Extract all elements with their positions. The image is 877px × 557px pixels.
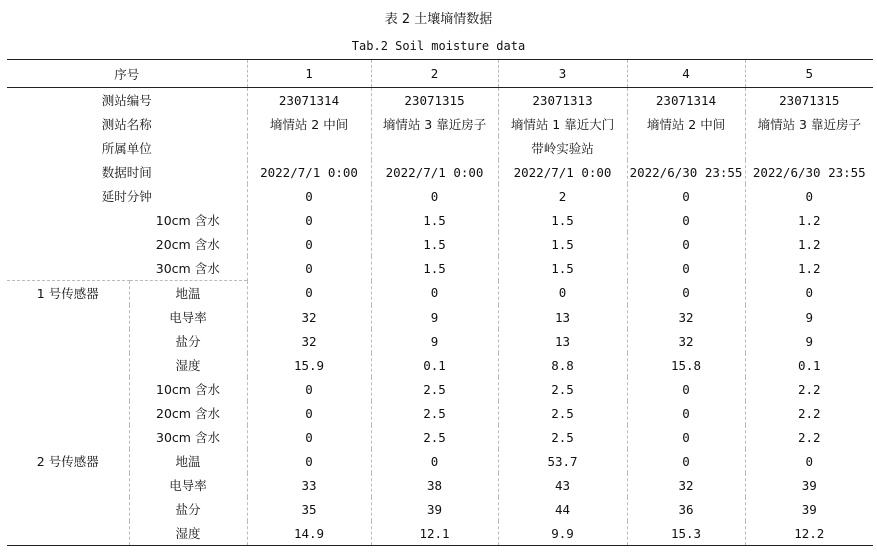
sensor-2-group-label bbox=[7, 377, 129, 401]
sensor-2-value-col-4: 36 bbox=[627, 497, 745, 521]
sensor-2-measure-label: 10cm 含水 bbox=[129, 377, 247, 401]
sensor-2-group-label bbox=[7, 401, 129, 425]
sensor-1-value-col-4: 0 bbox=[627, 281, 745, 306]
data-time-row bbox=[7, 160, 873, 184]
header-col-4: 4 bbox=[627, 60, 745, 88]
sensor-1-value-col-4: 0 bbox=[627, 208, 745, 232]
sensor-2-value-col-1: 0 bbox=[247, 425, 371, 449]
sensor-2-row bbox=[7, 401, 873, 425]
station-id-col-4: 23071314 bbox=[627, 88, 745, 113]
sensor-1-value-col-5: 1.2 bbox=[745, 256, 873, 281]
sensor-1-measure-label: 地温 bbox=[129, 281, 247, 306]
sensor-1-value-col-4: 0 bbox=[627, 256, 745, 281]
header-col-2: 2 bbox=[371, 60, 498, 88]
sensor-2-value-col-1: 14.9 bbox=[247, 521, 371, 546]
sensor-1-value-col-1: 0 bbox=[247, 232, 371, 256]
sensor-2-value-col-1: 35 bbox=[247, 497, 371, 521]
sensor-1-row bbox=[7, 329, 873, 353]
data-time-label: 数据时间 bbox=[101, 165, 152, 180]
data-time-col-1: 2022/7/1 0:00 bbox=[247, 160, 371, 184]
sensor-1-row bbox=[7, 256, 873, 281]
sensor-2-group-label bbox=[7, 497, 129, 521]
delay-col-5: 0 bbox=[745, 184, 873, 208]
sensor-2-value-col-3: 53.7 bbox=[498, 449, 627, 473]
sensor-1-value-col-5: 0 bbox=[745, 281, 873, 306]
sensor-1-value-col-2: 0.1 bbox=[371, 353, 498, 377]
unit-col-2 bbox=[371, 136, 498, 160]
sensor-2-row bbox=[7, 377, 873, 401]
sensor-1-group-label bbox=[7, 256, 129, 281]
soil-moisture-table bbox=[7, 59, 873, 546]
sensor-2-value-col-5: 0 bbox=[745, 449, 873, 473]
sensor-1-value-col-3: 8.8 bbox=[498, 353, 627, 377]
header-seq: 序号 bbox=[7, 60, 247, 88]
station-name-col-4: 墒情站 2 中间 bbox=[627, 112, 745, 136]
sensor-1-group-label bbox=[7, 329, 129, 353]
sensor-1-value-col-1: 15.9 bbox=[247, 353, 371, 377]
unit-col-1 bbox=[247, 136, 371, 160]
sensor-2-value-col-2: 2.5 bbox=[371, 377, 498, 401]
station-id-col-1: 23071314 bbox=[247, 88, 371, 113]
sensor-2-value-col-4: 0 bbox=[627, 425, 745, 449]
sensor-1-value-col-2: 0 bbox=[371, 281, 498, 306]
sensor-2-value-col-4: 0 bbox=[627, 377, 745, 401]
sensor-2-measure-label: 30cm 含水 bbox=[129, 425, 247, 449]
sensor-1-value-col-4: 0 bbox=[627, 232, 745, 256]
sensor-2-value-col-1: 0 bbox=[247, 377, 371, 401]
sensor-2-row bbox=[7, 497, 873, 521]
sensor-2-value-col-5: 12.2 bbox=[745, 521, 873, 546]
sensor-1-value-col-1: 0 bbox=[247, 281, 371, 306]
sensor-2-value-col-5: 2.2 bbox=[745, 401, 873, 425]
sensor-2-value-col-5: 2.2 bbox=[745, 425, 873, 449]
station-name-col-2: 墒情站 3 靠近房子 bbox=[371, 112, 498, 136]
sensor-1-value-col-3: 13 bbox=[498, 329, 627, 353]
unit-col-5 bbox=[745, 136, 873, 160]
sensor-1-value-col-5: 9 bbox=[745, 329, 873, 353]
sensor-2-value-col-2: 38 bbox=[371, 473, 498, 497]
station-name-col-3: 墒情站 1 靠近大门 bbox=[498, 112, 627, 136]
sensor-1-value-col-3: 0 bbox=[498, 281, 627, 306]
sensor-2-value-col-3: 44 bbox=[498, 497, 627, 521]
sensor-2-value-col-3: 2.5 bbox=[498, 377, 627, 401]
sensor-1-measure-label: 电导率 bbox=[129, 305, 247, 329]
sensor-2-value-col-3: 9.9 bbox=[498, 521, 627, 546]
sensor-2-row bbox=[7, 425, 873, 449]
sensor-2-measure-label: 湿度 bbox=[129, 521, 247, 546]
data-time-col-3: 2022/7/1 0:00 bbox=[498, 160, 627, 184]
sensor-1-group-label bbox=[7, 208, 129, 232]
unit-label: 所属单位 bbox=[101, 141, 152, 156]
sensor-2-measure-label: 20cm 含水 bbox=[129, 401, 247, 425]
sensor-1-value-col-2: 9 bbox=[371, 329, 498, 353]
table-caption-cn: 表 2 土壤墒情数据 bbox=[384, 12, 493, 27]
sensor-1-value-col-2: 1.5 bbox=[371, 256, 498, 281]
sensor-1-measure-label: 30cm 含水 bbox=[155, 261, 220, 276]
sensor-2-row bbox=[7, 521, 873, 546]
sensor-2-group-label bbox=[7, 473, 129, 497]
sensor-1-value-col-5: 0.1 bbox=[745, 353, 873, 377]
unit-col-4 bbox=[627, 136, 745, 160]
header-col-5: 5 bbox=[745, 60, 873, 88]
sensor-2-value-col-2: 0 bbox=[371, 449, 498, 473]
data-time-col-2: 2022/7/1 0:00 bbox=[371, 160, 498, 184]
sensor-2-value-col-5: 39 bbox=[745, 497, 873, 521]
sensor-1-row bbox=[7, 353, 873, 377]
sensor-1-value-col-1: 0 bbox=[247, 256, 371, 281]
unit-col-3: 带岭实验站 bbox=[498, 136, 627, 160]
sensor-2-row bbox=[7, 473, 873, 497]
header-col-1: 1 bbox=[247, 60, 371, 88]
sensor-1-group-label bbox=[7, 305, 129, 329]
station-name-col-5: 墒情站 3 靠近房子 bbox=[745, 112, 873, 136]
station-id-col-2: 23071315 bbox=[371, 88, 498, 113]
sensor-2-value-col-5: 39 bbox=[745, 473, 873, 497]
sensor-2-value-col-3: 43 bbox=[498, 473, 627, 497]
sensor-2-value-col-1: 0 bbox=[247, 401, 371, 425]
sensor-1-value-col-5: 9 bbox=[745, 305, 873, 329]
sensor-1-value-col-3: 1.5 bbox=[498, 208, 627, 232]
station-id-col-5: 23071315 bbox=[745, 88, 873, 113]
sensor-1-group-label: 1 号传感器 bbox=[7, 281, 129, 306]
sensor-2-value-col-3: 2.5 bbox=[498, 401, 627, 425]
sensor-1-measure-label: 20cm 含水 bbox=[155, 237, 220, 252]
unit-row bbox=[7, 136, 873, 160]
sensor-2-value-col-4: 32 bbox=[627, 473, 745, 497]
sensor-2-row bbox=[7, 449, 873, 473]
sensor-2-measure-label: 盐分 bbox=[129, 497, 247, 521]
sensor-2-value-col-5: 2.2 bbox=[745, 377, 873, 401]
station-id-col-3: 23071313 bbox=[498, 88, 627, 113]
sensor-2-group-label bbox=[7, 425, 129, 449]
sensor-2-group-label bbox=[7, 521, 129, 546]
sensor-1-value-col-4: 32 bbox=[627, 305, 745, 329]
station-name-col-1: 墒情站 2 中间 bbox=[247, 112, 371, 136]
sensor-2-value-col-4: 0 bbox=[627, 449, 745, 473]
sensor-2-measure-label: 地温 bbox=[129, 449, 247, 473]
sensor-1-group-label bbox=[7, 232, 129, 256]
station-name-label: 测站名称 bbox=[101, 117, 152, 132]
sensor-2-measure-label: 电导率 bbox=[129, 473, 247, 497]
delay-col-1: 0 bbox=[247, 184, 371, 208]
data-time-col-5: 2022/6/30 23:55 bbox=[745, 160, 873, 184]
sensor-1-value-col-2: 9 bbox=[371, 305, 498, 329]
sensor-1-row bbox=[7, 208, 873, 232]
header-row bbox=[7, 60, 873, 88]
sensor-2-group-label: 2 号传感器 bbox=[36, 454, 99, 469]
delay-col-4: 0 bbox=[627, 184, 745, 208]
delay-row bbox=[7, 184, 873, 208]
station-name-row bbox=[7, 112, 873, 136]
delay-col-3: 2 bbox=[498, 184, 627, 208]
sensor-1-measure-label: 湿度 bbox=[129, 353, 247, 377]
sensor-1-value-col-3: 13 bbox=[498, 305, 627, 329]
sensor-2-value-col-3: 2.5 bbox=[498, 425, 627, 449]
sensor-1-group-label bbox=[7, 353, 129, 377]
sensor-1-value-col-4: 32 bbox=[627, 329, 745, 353]
sensor-1-value-col-2: 1.5 bbox=[371, 232, 498, 256]
sensor-2-value-col-1: 0 bbox=[247, 449, 371, 473]
header-col-3: 3 bbox=[498, 60, 627, 88]
station-id-label: 测站编号 bbox=[101, 93, 152, 108]
sensor-1-row bbox=[7, 281, 873, 306]
sensor-1-row bbox=[7, 232, 873, 256]
sensor-1-value-col-3: 1.5 bbox=[498, 232, 627, 256]
sensor-1-value-col-1: 0 bbox=[247, 208, 371, 232]
table-caption-en: Tab.2 Soil moisture data bbox=[351, 39, 526, 53]
sensor-2-value-col-2: 12.1 bbox=[371, 521, 498, 546]
delay-label: 延时分钟 bbox=[101, 189, 152, 204]
sensor-2-value-col-4: 0 bbox=[627, 401, 745, 425]
sensor-1-value-col-5: 1.2 bbox=[745, 208, 873, 232]
sensor-2-value-col-1: 33 bbox=[247, 473, 371, 497]
sensor-1-value-col-3: 1.5 bbox=[498, 256, 627, 281]
delay-col-2: 0 bbox=[371, 184, 498, 208]
sensor-2-value-col-2: 39 bbox=[371, 497, 498, 521]
sensor-2-value-col-2: 2.5 bbox=[371, 401, 498, 425]
data-time-col-4: 2022/6/30 23:55 bbox=[627, 160, 745, 184]
sensor-1-value-col-1: 32 bbox=[247, 305, 371, 329]
sensor-1-measure-label: 10cm 含水 bbox=[155, 213, 220, 228]
sensor-2-value-col-4: 15.3 bbox=[627, 521, 745, 546]
station-id-row bbox=[7, 88, 873, 113]
sensor-1-value-col-1: 32 bbox=[247, 329, 371, 353]
sensor-1-value-col-5: 1.2 bbox=[745, 232, 873, 256]
sensor-1-value-col-4: 15.8 bbox=[627, 353, 745, 377]
sensor-1-row bbox=[7, 305, 873, 329]
sensor-1-measure-label: 盐分 bbox=[129, 329, 247, 353]
sensor-2-value-col-2: 2.5 bbox=[371, 425, 498, 449]
sensor-1-value-col-2: 1.5 bbox=[371, 208, 498, 232]
